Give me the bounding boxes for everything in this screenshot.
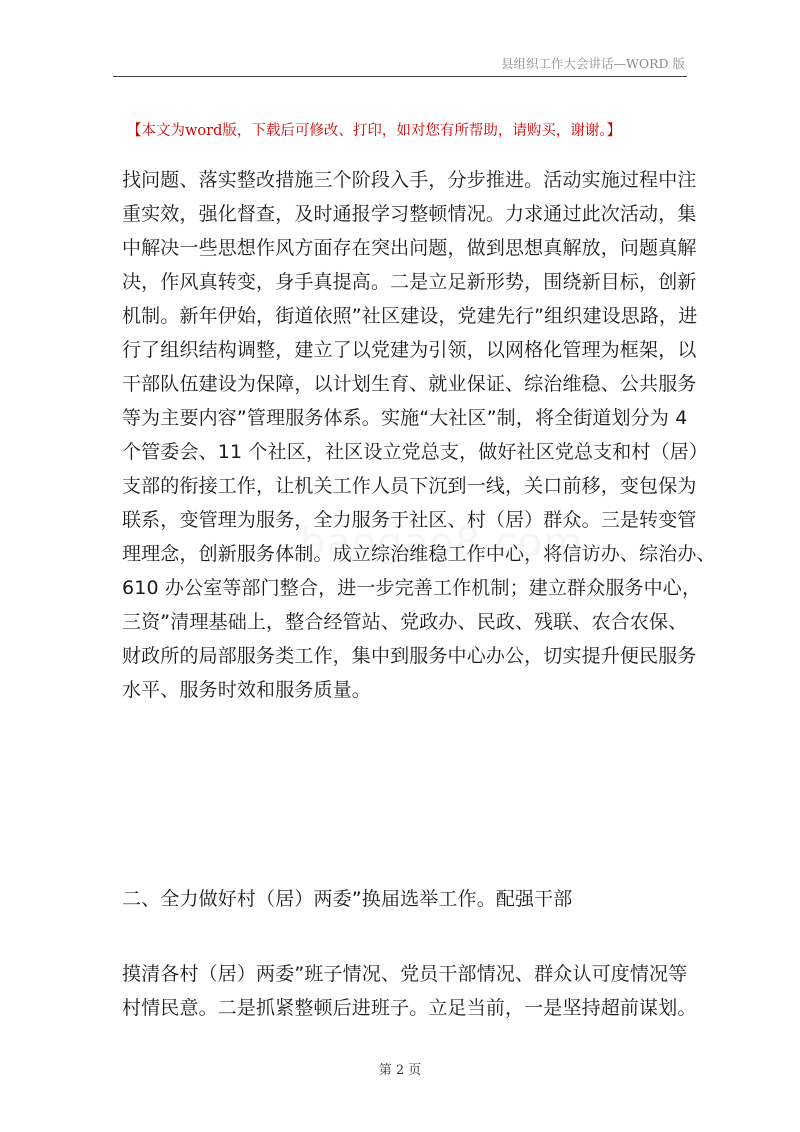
text-line: 财政所的局部服务类工作，集中到服务中心办公，切实提升便民服务 <box>122 645 697 667</box>
text-line: 理理念，创新服务体制。成立综治维稳工作中心，将信访办、综治办、 <box>122 543 716 565</box>
text-line: 干部队伍建设为保障，以计划生育、就业保证、综治维稳、公共服务 <box>122 373 697 395</box>
text-line: 610 办公室等部门整合，进一步完善工作机制；建立群众服务中心， <box>122 577 702 599</box>
text-line: 中解决一些思想作风方面存在突出问题，做到思想真解放，问题真解 <box>122 237 697 259</box>
text-line: 支部的衔接工作，让机关工作人员下沉到一线，关口前移，变包保为 <box>122 475 697 497</box>
header-divider <box>113 76 687 77</box>
page-header-title: 县组织工作大会讲话—WORD 版 <box>500 56 685 71</box>
heading-line: 二、全力做好村（居）两委”换届选举工作。配强干部 <box>122 888 573 910</box>
text-line: 联系，变管理为服务，全力服务于社区、村（居）群众。三是转变管 <box>122 509 697 531</box>
text-line: 找问题、落实整改措施三个阶段入手，分步推进。活动实施过程中注 <box>122 169 697 191</box>
body-paragraph-1 <box>122 163 716 707</box>
text-line: 行了组织结构调整，建立了以党建为引领，以网格化管理为框架，以 <box>122 339 697 361</box>
text-line: 水平、服务时效和服务质量。 <box>122 679 371 701</box>
download-notice: 【本文为word版，下载后可修改、打印，如对您有所帮助，请购买，谢谢。】 <box>127 123 622 139</box>
text-line: 等为主要内容”管理服务体系。实施“大社区”制，将全街道划分为 4 <box>122 407 688 429</box>
text-line: 村情民意。二是抓紧整顿后进班子。立足当前，一是坚持超前谋划。 <box>122 997 697 1019</box>
text-line: 决，作风真转变，身手真提高。二是立足新形势，围绕新目标，创新 <box>122 271 697 293</box>
text-line: 摸清各村（居）两委”班子情况、党员干部情况、群众认可度情况等 <box>122 963 688 985</box>
text-line: 个管委会、11 个社区，社区设立党总支，做好社区党总支和村（居） <box>122 441 709 463</box>
text-line: 机制。新年伊始，街道依照”社区建设，党建先行”组织建设思路，进 <box>122 305 698 327</box>
section-heading <box>122 882 688 916</box>
page-number: 第 2 页 <box>378 1063 422 1078</box>
body-paragraph-2 <box>122 957 697 1025</box>
text-line: 重实效，强化督查，及时通报学习整顿情况。力求通过此次活动，集 <box>122 203 697 225</box>
text-line: 三资”清理基础上，整合经管站、党政办、民政、残联、农合农保、 <box>122 611 688 633</box>
